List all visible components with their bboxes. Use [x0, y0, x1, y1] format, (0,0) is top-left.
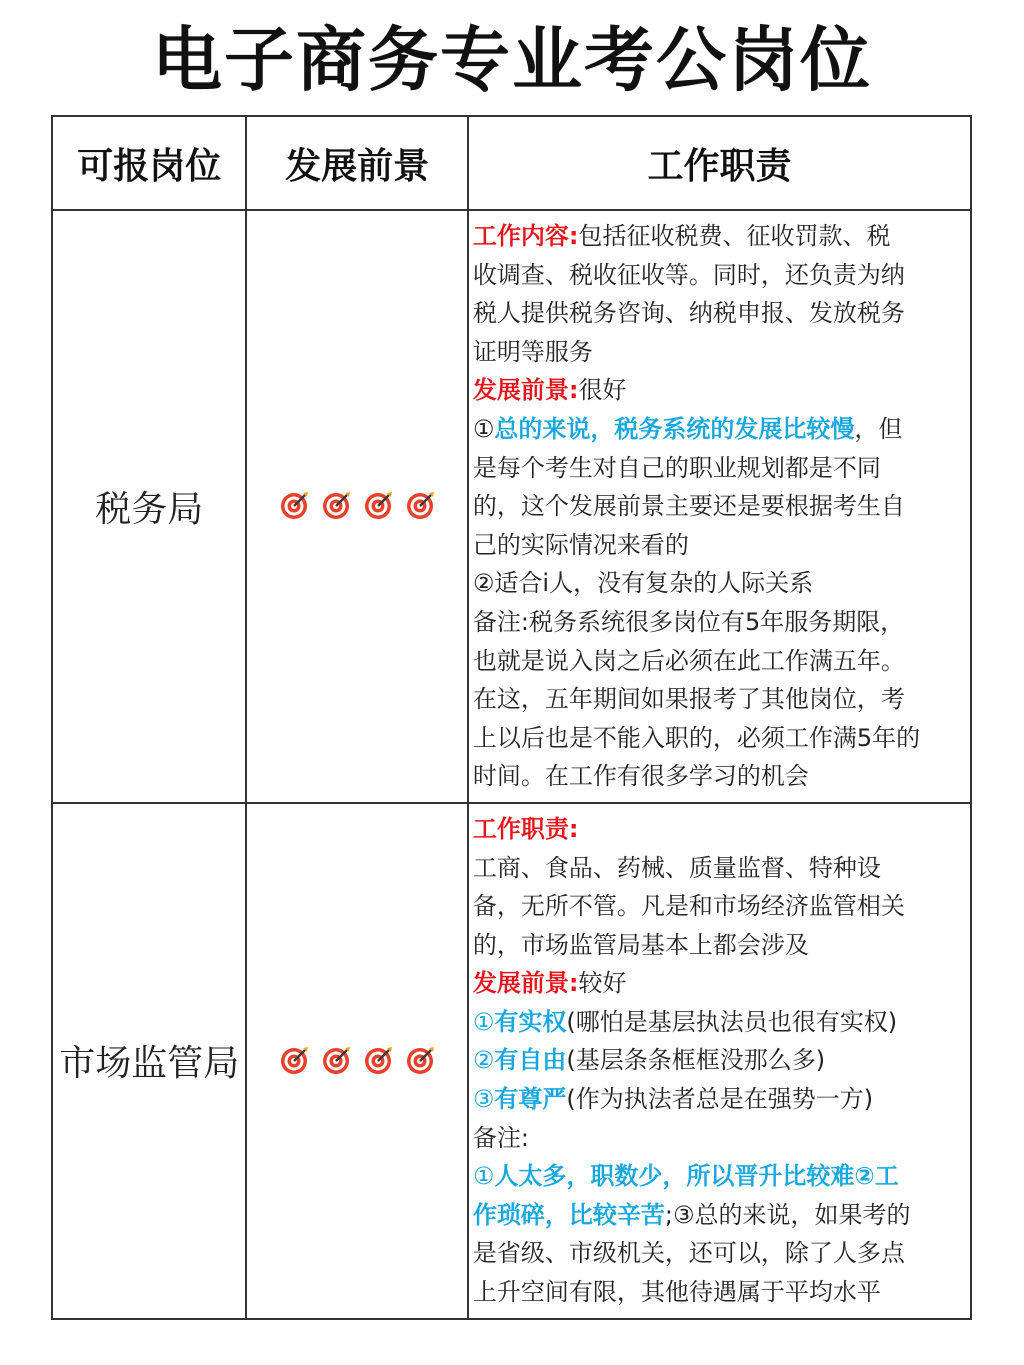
line-text: 备，无所不管。凡是和市场经济监管相关 — [472, 892, 905, 921]
dart-target-icon — [405, 1046, 435, 1076]
content-line — [473, 719, 970, 758]
page-title: 电子商务专业考公岗位 — [152, 19, 872, 101]
content-line — [473, 564, 970, 603]
dart-target-icon — [321, 491, 351, 521]
dart-target-icon — [279, 491, 309, 521]
line-red: 工作内容: — [472, 222, 579, 250]
content-line — [473, 487, 970, 526]
line-blue: 有尊严 — [494, 1085, 567, 1114]
content-line — [473, 1119, 970, 1158]
content-line — [473, 642, 970, 681]
content-line — [473, 333, 970, 372]
line-bluen: ③ — [472, 1085, 495, 1114]
line-blue: 有实权 — [494, 1007, 567, 1036]
content-line — [473, 849, 970, 888]
content-line — [473, 1234, 970, 1273]
content-line — [473, 526, 970, 565]
line-bluen: ① — [472, 1162, 495, 1191]
line-red: 发展前景: — [472, 969, 579, 998]
line-text: (哪怕是基层执法员也很有实权) — [566, 1007, 898, 1036]
line-text: 在这，五年期间如果报考了其他岗位，考 — [472, 685, 905, 714]
header-duties: 工作职责 — [468, 116, 971, 210]
line-text: 备注:税务系统很多岗位有5年服务期限， — [472, 607, 905, 636]
line-text: ②适合i人，没有复杂的人际关系 — [472, 569, 814, 598]
line-text: (基层条条框框没那么多) — [566, 1046, 826, 1075]
content-line — [473, 887, 970, 926]
content-line — [473, 1041, 970, 1080]
content-line — [473, 603, 970, 642]
line-bluen: ① — [472, 1007, 495, 1036]
line-text: 也就是说入岗之后必须在此工作满五年。 — [472, 646, 905, 675]
line-text: ，但 — [854, 414, 903, 443]
position-name: 市场监管局 — [52, 803, 246, 1319]
content-line — [473, 964, 970, 1003]
prospect-rating — [246, 803, 467, 1319]
line-text: 证明等服务 — [472, 337, 593, 366]
duties-content — [468, 210, 971, 803]
line-text: 是省级、市级机关，还可以，除了人多点 — [472, 1239, 905, 1268]
header-prospect: 发展前景 — [246, 116, 467, 210]
content-line — [473, 449, 970, 488]
position-name: 税务局 — [52, 210, 246, 803]
line-text: 的，这个发展前景主要还是要根据考生自 — [472, 492, 905, 521]
content-line — [473, 757, 970, 796]
header-position: 可报岗位 — [52, 116, 246, 210]
dart-target-icon — [279, 1046, 309, 1076]
content-line — [473, 256, 970, 295]
line-text: 的，市场监管局基本上都会涉及 — [472, 930, 809, 959]
content-line — [473, 410, 970, 449]
dart-target-icon — [405, 491, 435, 521]
dart-target-icon — [321, 1046, 351, 1076]
line-text-pre: ① — [472, 414, 495, 443]
line-text: (作为执法者总是在强势一方) — [566, 1085, 874, 1114]
dart-target-icon — [363, 1046, 393, 1076]
line-red: 工作职责: — [472, 814, 579, 843]
content-line — [473, 926, 970, 965]
line-blue: 人太多，职数少，所以晋升比较难②工 — [494, 1162, 899, 1191]
content-line — [473, 1196, 970, 1235]
line-blue: 总的来说，税务系统的发展比较慢 — [494, 414, 855, 443]
line-text: 工商、食品、药械、质量监督、特种设 — [472, 853, 881, 882]
line-red: 发展前景: — [472, 376, 579, 405]
content-line — [473, 294, 970, 333]
line-text: ;③总的来说，如果考的 — [664, 1200, 911, 1229]
line-text: 收调查、税收征收等。同时，还负责为纳 — [472, 260, 905, 289]
line-text: 税人提供税务咨询、纳税申报、发放税务 — [472, 299, 905, 328]
duties-content — [468, 803, 971, 1319]
line-text: 是每个考生对自己的职业规划都是不同 — [472, 453, 881, 482]
dart-target-icon — [363, 491, 393, 521]
line-text: 较好 — [578, 969, 627, 998]
line-text: 备注: — [472, 1123, 529, 1152]
line-text: 上升空间有限，其他待遇属于平均水平 — [472, 1278, 881, 1307]
line-blue: 作琐碎，比较辛苦 — [472, 1200, 665, 1229]
content-line — [473, 217, 970, 256]
content-line — [473, 1157, 970, 1196]
prospect-rating — [246, 210, 467, 803]
content-line — [473, 1003, 970, 1042]
line-text: 上以后也是不能入职的，必须工作满5年的 — [472, 723, 921, 752]
content-line — [473, 371, 970, 410]
table-header-row — [52, 116, 971, 210]
line-text: 很好 — [578, 376, 627, 405]
line-bluen: ② — [472, 1046, 495, 1075]
content-line — [473, 810, 970, 849]
line-text: 己的实际情况来看的 — [472, 530, 689, 559]
line-text: 包括征收税费、征收罚款、税 — [578, 222, 891, 250]
content-line — [473, 1273, 970, 1312]
content-line — [473, 680, 970, 719]
jobs-table — [51, 115, 972, 1320]
line-text: 时间。在工作有很多学习的机会 — [472, 762, 809, 791]
content-line — [473, 1080, 970, 1119]
line-blue: 有自由 — [494, 1046, 567, 1075]
table-row — [52, 803, 971, 1319]
table-row — [52, 210, 971, 803]
